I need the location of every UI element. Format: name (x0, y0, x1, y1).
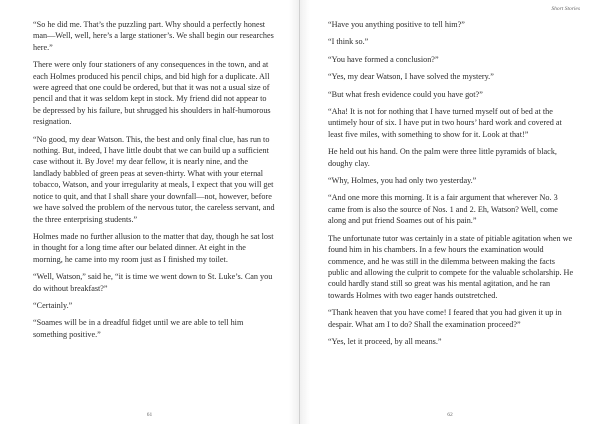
paragraph: “You have formed a conclusion?” (328, 54, 439, 64)
paragraph: “Have you anything positive to tell him?” (328, 20, 465, 29)
paragraph: “And one more this morning. It is a fair argument that wherever No. 3 came from is also the source of Nos. 1 and 2. Eh, Watson? Well, come along and put friend Soames out of his pain.” (328, 193, 558, 226)
running-header: Short Stories (551, 6, 580, 12)
paragraph: “No good, my dear Watson. This, the best and only final clue, has run to nothing. But, indeed, I have little doubt that we can build up a sufficient case without it. By Jove! my dear fellow, it is nearly nine, and the landlady babbled of green peas at seven-thirty. What with your eternal tobacco, Watson, and your irregularity at meals, I expect that you will get notice to quit, and that I shall share your downfall—not, however, before we have solved the problem of the nervous tutor, the careless servant, and the three enterprising students.” (33, 134, 275, 224)
left-page-body (33, 19, 275, 346)
paragraph: “Soames will be in a dreadful fidget until we are able to tell him something positive.” (33, 318, 244, 339)
right-page (300, 0, 600, 424)
paragraph: “But what fresh evidence could you have got?” (328, 89, 483, 99)
paragraph: “Yes, my dear Watson, I have solved the mystery.” (328, 72, 494, 82)
paragraph: Holmes made no further allusion to the matter that day, though he sat lost in thought for a long time after our belated dinner. At eight in the morning, he came into my room just as I finished my toilet. (33, 231, 274, 264)
paragraph: “Why, Holmes, you had only two yesterday.” (328, 176, 477, 186)
paragraph: The unfortunate tutor was certainly in a state of pitiable agitation when we found him in his chambers. In a few hours the examination would commence, and he was still in the dilemma between making the facts public and allowing the culprit to compete for the valuable scholarship. He could hardly stand still so great was his mental agitation, and he ran towards Holmes with two eager hands outstretched. (328, 233, 574, 300)
paragraph: He held out his hand. On the palm were three little pyramids of black, doughy clay. (328, 147, 557, 168)
paragraph: “Yes, let it proceed, by all means.” (328, 336, 442, 346)
paragraph: “Certainly.” (33, 300, 73, 310)
gutter-shadow (300, 0, 310, 424)
page-number: 61 (146, 412, 153, 418)
gutter-shadow (289, 0, 299, 424)
paragraph: “Aha! It is not for nothing that I have turned myself out of bed at the untimely hour of six. I have put in two hours’ hard work and covered at least five miles, with something to show for it. Look at that!” (328, 107, 562, 139)
right-page-body (328, 19, 574, 353)
paragraph: “So he did me. That’s the puzzling part. Why should a perfectly honest man—Well, well, here’s a large stationer’s. We shall begin our researches here.” (33, 20, 274, 52)
page-number: 62 (447, 412, 453, 418)
paragraph: “Thank heaven that you have come! I feared that you had given it up in despair. What am I to do? Shall the examination proceed?” (328, 308, 562, 329)
paragraph: “I think so.” (328, 37, 369, 47)
paragraph: “Well, Watson,” said he, “it is time we went down to St. Luke’s. Can you do without breakfast?” (33, 272, 273, 293)
paragraph: There were only four stationers of any consequences in the town, and at each Holmes produced his pencil chips, and bid high for a duplicate. All were agreed that one could be ordered, but that it was not a usual size of pencil and that it was seldom kept in stock. My friend did not appear to be depressed by his failure, but shrugged his shoulders in half-humorous resignation. (33, 60, 271, 127)
